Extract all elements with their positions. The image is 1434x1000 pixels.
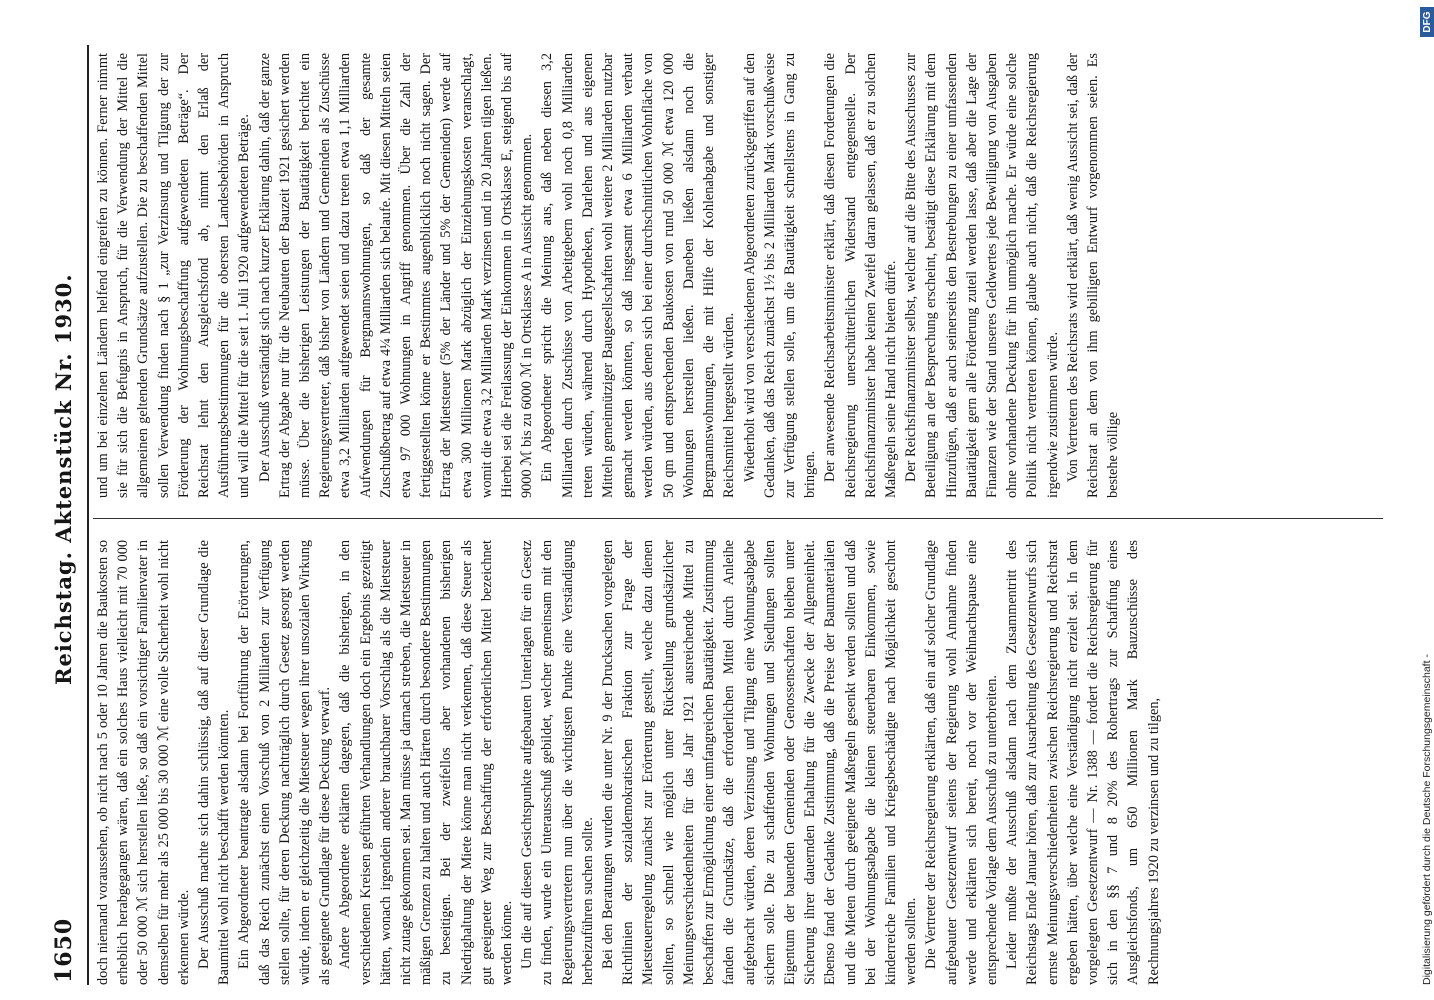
header-rule (87, 45, 89, 985)
document-page (45, 45, 1395, 985)
paragraph: Der Ausschuß verständigt sich nach kurzer Erklärung dahin, daß der ganze Ertrag der Abgabe nur für die Neubauten der Bauzeit 1921 gesichert werden müsse. Über die bisherigen Leistungen der Bautätigkeit berichtet ein Regierungsvertreter, daß bisher von Ländern und Gemeinden als Zuschüsse etwa 3,2 Milliarden aufgewendet seien und dazu treten etwa 1,1 Milliarden Aufwendungen für Bergmannswohnungen, so daß der gesamte Zuschußbetrag auf etwa 4¼ Milliarden sich belaufe. Mit diesen Mitteln seien etwa 97 000 Wohnungen in Angriff genommen. Über die Zahl der fertiggestellten könne er Bestimmtes augenblicklich noch nicht sagen. Der Ertrag der Mietsteuer (5% der Länder und 5% der Gemeinden) werde auf etwa 300 Millionen Mark abzüglich der Einziehungskosten veranschlagt, womit die etwa 3,2 Milliarden Mark verzinsen und in 20 Jahren tilgen ließen. Hierbei sei die Freilassung der Einkommen in Ortsklasse E, steigend bis auf 9000 ℳ bis zu 6000 ℳ in Ortsklasse A in Aussicht genommen. (256, 53, 536, 498)
text-column-left (93, 540, 1383, 985)
paragraph: Ein Abgeordneter beantragte alsdann bei Fortführung der Erörterungen, daß das Reich zunächst einen Vorschuß von 2 Milliarden zur Verfügung stellen sollte, für deren Deckung nachträglich durch Gesetz gesorgt werden würde, indem er gleichzeitig die Mietsteuer wegen ihrer unsozialen Wirkung als geeignete Grundlage für diese Deckung verwarf. (236, 540, 334, 985)
paragraph: doch niemand voraussehen, ob nicht nach 5 oder 10 Jahren die Baukosten so erheblich herabgegangen wären, daß ein solches Haus vielleicht mit 70 000 oder 50 000 ℳ sich herstellen ließe, so daß ein vorsichtiger Familienvater in demselben für mehr als 25 000 bis 30 000 ℳ eine volle Sicherheit wohl nicht erkennen würde. (95, 540, 192, 985)
page-title: Reichstag. Aktenstück Nr. 1930. (51, 273, 76, 685)
paragraph: Der anwesende Reichsarbeitsminister erklärt, daß diesen Forderungen die Reichsregierung unerschütterlichen Widerstand entgegenstelle. Der Reichsfinanzminister habe keinen Zweifel daran gelassen, daß er zu solchen Maßregeln seine Hand nicht bieten dürfe. (822, 53, 899, 498)
text-column-right (93, 53, 1383, 498)
page-header (45, 45, 87, 985)
paragraph: Der Reichsfinanzminister selbst, welcher auf die Bitte des Ausschusses zur Beteiligung an der Besprechung erscheint, bestätigt diese Erklärung mit dem Hinzufügen, daß er auch seinerseits den Bestrebungen zu einer umfassenden Bautätigkeit gern alle Förderung zuteil werden lasse, daß aber die Lage der Finanzen wie der Stand unseres Geldwertes jede Bewilligung von Ausgaben ohne vorhandene Deckung für ihn unmöglich mache. Er würde eine solche Politik nicht vertreten können, glaube auch nicht, daß die Reichsregierung irgendwie zustimmen würde. (903, 53, 1061, 498)
paragraph: Bei den Beratungen wurden die unter Nr. 9 der Drucksachen vorgelegten Richtlinien der sozialdemokratischen Fraktion zur Frage der Mietsteuerregelung zunächst zur Erörterung gestellt, welche dazu dienen sollten, so schnell wie möglich unter Rückstellung grundsätzlicher Meinungsverschiedenheiten für das Jahr 1921 ausreichende Mittel zu beschaffen zur Ermöglichung einer umfangreichen Bautätigkeit. Zustimmung fanden die Grundsätze, daß die erforderlichen Mittel durch Anleihe aufgebracht würden, deren Verzinsung und Tilgung eine Wohnungsabgabe sichern solle. Die zu schaffenden Wohnungen und Siedlungen sollten Eigentum der bauenden Gemeinden oder Genossenschaften bleiben unter Sicherung ihrer dauernden Erhaltung für die Zwecke der Allgemeinheit. Ebenso fand der Gedanke Zustimmung, daß die Preise der Baumaterialien und die Mieten durch geeignete Maßregeln gesenkt werden sollten und daß bei der Wohnungsabgabe die kleinen steuerbaren Einkommen, sowie kinderreiche Familien und Kriegsbeschädigte nach Möglichkeit geschont werden sollten. (600, 540, 920, 985)
column-divider (93, 518, 1383, 519)
digitization-stamp (1420, 5, 1434, 985)
paragraph: Die Vertreter der Reichsregierung erklärten, daß ein auf solcher Grundlage aufgebauter Gesetzentwurf seitens der Regierung wohl Annahme finden werde und erklärten sich bereit, noch vor der Weihnachtspause eine entsprechende Vorlage dem Ausschuß zu unterbreiten. (923, 540, 1000, 985)
paragraph: Andere Abgeordnete erklärten dagegen, daß die bisherigen, in den verschiedenen Kreisen geführten Verhandlungen doch ein Ergebnis gezeitigt hätten, wonach irgendein anderer brauchbarer Vorschlag als die Mietsteuer nicht zutage gekommen sei. Man müsse ja darnach streben, die Mietsteuer in mäßigen Grenzen zu halten und auch Härten durch besondere Bestimmungen zu beseitigen. Bei der zweifellos aber vorhandenen bisherigen Niedrighaltung der Miete könne man nicht verkennen, daß diese Steuer als gut geeigneter Weg zur Beschaffung der erforderlichen Mittel bezeichnet werden könne. (337, 540, 516, 985)
paragraph: und um bei einzelnen Ländern helfend eingreifen zu können. Ferner nimmt sie für sich die Befugnis in Anspruch, für die Verwendung der Mittel die allgemeinen geltenden Grundsätze aufzustellen. Die zu beschaffenden Mittel sollen Verwendung finden nach § 1 „zur Verzinsung und Tilgung der zur Förderung der Wohnungsbeschaffung aufgewendeten Beträge“. Der Reichsrat lehnt den Ausgleichsfond ab, nimmt den Erlaß der Ausführungsbestimmungen für die obersten Landesbehörden in Anspruch und will die Mittel für die seit 1. Juli 1920 aufgewendeten Beträge. (95, 53, 253, 498)
page-number: 1650 (51, 917, 77, 983)
paragraph: Der Ausschuß machte sich dahin schlüssig, daß auf dieser Grundlage die Baumittel wohl nicht beschafft werden könnten. (196, 540, 233, 985)
stamp-text: Digitalisierung gefördert durch die Deutsche Forschungsgemeinschaft - (1421, 654, 1433, 985)
dfg-logo: DFG (1420, 7, 1434, 37)
paragraph: Von Vertretern des Reichsrats wird erklärt, daß wenig Aussicht sei, daß der Reichsrat an dem von ihm gebilligten Entwurf vorgenommen seien. Es bestehe völlige (1064, 53, 1122, 498)
paragraph: Leider mußte der Ausschuß alsdann nach dem Zusammentritt des Reichstags Ende Januar hören, daß zur Ausarbeitung des Gesetzentwurfs sich ernste Meinungsverschiedenheiten zwischen Reichsregierung und Reichsrat ergeben hätten, über welche eine Verständigung nicht erzielt sei. In dem vorgelegten Gesetzentwurf — Nr. 1388 — fordert die Reichsregierung für sich in den §§ 7 und 8 20% des Rohertrags zur Schaffung eines Ausgleichsfonds, um 650 Millionen Mark Bauzuschüsse des Rechnungsjahres 1920 zu verzinsen und zu tilgen, (1004, 540, 1162, 985)
paragraph: Ein Abgeordneter spricht die Meinung aus, daß neben diesen 3,2 Milliarden durch Zuschüsse von Arbeitgebern wohl noch 0,8 Milliarden treten würden, während durch Hypotheken, Darlehen und aus eigenen Mitteln gemeinnütziger Baugesellschaften wohl weitere 2 Milliarden nutzbar gemacht werden könnten, so daß insgesamt etwa 6 Milliarden verbaut werden würden, aus denen sich bei einer durchschnittlichen Wohnfläche von 50 qm und entsprechenden Baukosten von rund 50 000 ℳ etwa 120 000 Wohnungen herstellen ließen. Daneben ließen alsdann noch die Bergmannswohnungen, die mit Hilfe der Kohlenabgabe und sonstiger Reichsmittel hergestellt würden. (539, 53, 738, 498)
paragraph: Wiederholt wird von verschiedenen Abgeordneten zurückgegriffen auf den Gedanken, daß das Reich zunächst 1½ bis 2 Milliarden Mark vorschußweise zur Verfügung stellen solle, um die Bautätigkeit schnellstens in Gang zu bringen. (741, 53, 819, 498)
paragraph: Um die auf diesen Gesichtspunkte aufgebauten Unterlagen für ein Gesetz zu finden, wurde ein Unterausschuß gebildet, welcher gemeinsam mit den Regierungsvertretern nun über die wichtigsten Punkte eine Verständigung herbeizuführen suchen sollte. (519, 540, 596, 985)
